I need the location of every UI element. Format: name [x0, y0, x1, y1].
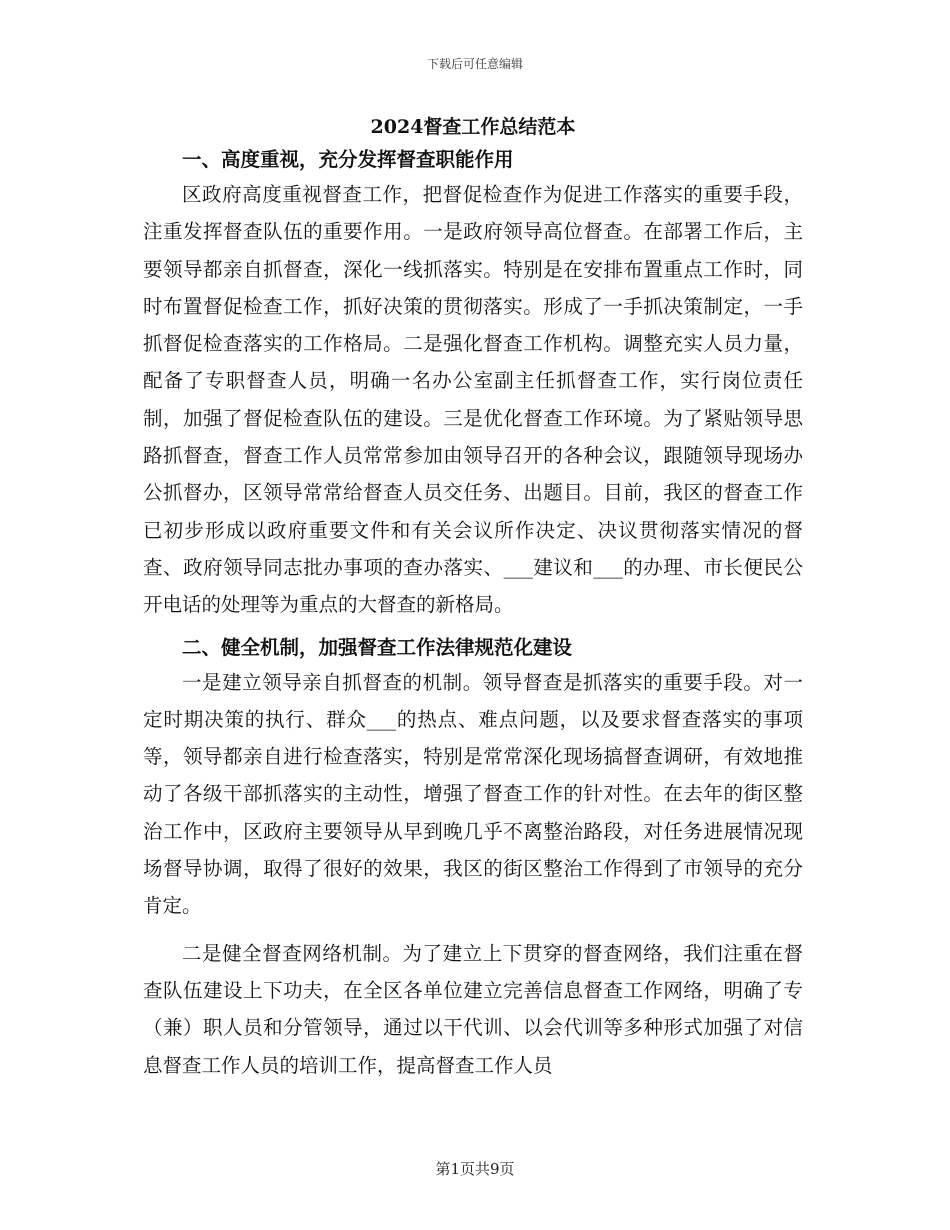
header-note: 下载后可任意编辑: [426, 57, 523, 71]
document-title: 2024督查工作总结范本: [370, 116, 576, 138]
section-2-paragraph-2: 二是健全督查网络机制。为了建立上下贯穿的督查网络，我们注重在督查队伍建设上下功夫，在全区各单位建立完善信息督查工作网络，明确了专（兼）职人员和分管领导，通过以干代训、以会代训等多种形式加强了对信息督查工作人员的培训工作，提高督查工作人员: [143, 941, 803, 1077]
document-body: [143, 112, 803, 1084]
section-heading-2: 二、健全机制，加强督查工作法律规范化建设: [182, 635, 573, 659]
section-1-paragraph-1: 区政府高度重视督查工作，把督促检查作为促进工作落实的重要手段，注重发挥督查队伍的重要作用。一是政府领导高位督查。在部署工作后，主要领导都亲自抓督查，深化一线抓落实。特别是在安排布置重点工作时，同时布置督促检查工作，抓好决策的贯彻落实。形成了一手抓决策制定，一手抓督促检查落实的工作格局。二是强化督查工作机构。调整充实人员力量，配备了专职督查人员，明确一名办公室副主任抓督查工作，实行岗位责任制，加强了督促检查队伍的建设。三是优化督查工作环境。为了紧贴领导思路抓督查，督查工作人员常常参加由领导召开的各种会议，跟随领导现场办公抓督办，区领导常常给督查人员交任务、出题目。目前，我区的督查工作已初步形成以政府重要文件和有关会议所作决定、决议贯彻落实情况的督查、政府领导同志批办事项的查办落实、___建议和___的办理、市长便民公开电话的处理等为重点的大督查的新格局。: [143, 183, 803, 617]
section-2-paragraph-1: 一是建立领导亲自抓督查的机制。领导督查是抓落实的重要手段。对一定时期决策的执行、群众___的热点、难点问题，以及要求督查落实的事项等，领导都亲自进行检查落实，特别是常常深化现场搞督查调研，有效地推动了各级干部抓落实的主动性，增强了督查工作的针对性。在去年的街区整治工作中，区政府主要领导从早到晚几乎不离整治路段，对任务进展情况现场督导协调，取得了很好的效果，我区的街区整治工作得到了市领导的充分肯定。: [143, 670, 803, 918]
page-footer: 第1页共9页: [435, 1160, 515, 1178]
section-heading-1: 一、高度重视，充分发挥督查职能作用: [182, 148, 514, 171]
